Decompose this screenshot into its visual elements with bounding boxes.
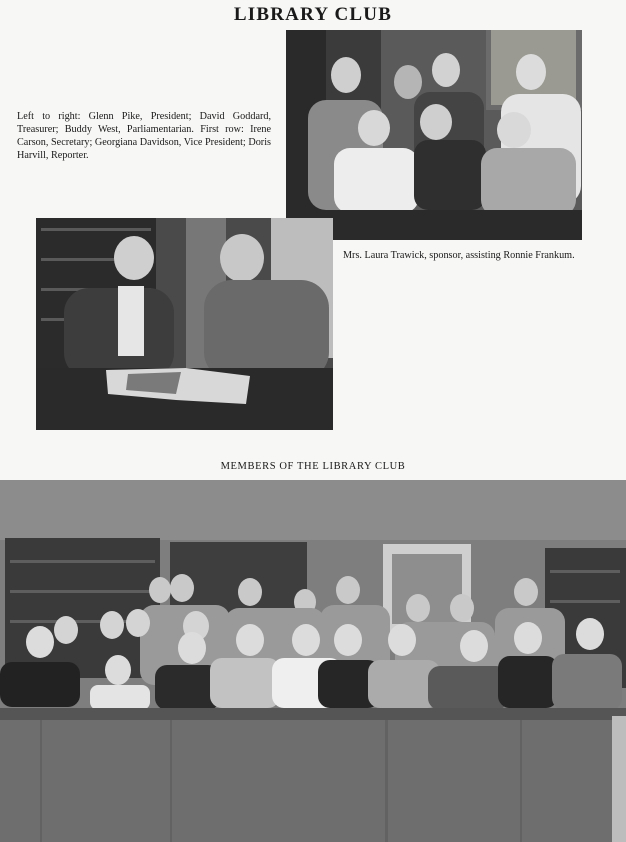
sponsor-photo — [36, 218, 333, 430]
sponsor-caption: Mrs. Laura Trawick, sponsor, assisting Ronnie Frankum. — [343, 250, 575, 261]
members-heading: MEMBERS OF THE LIBRARY CLUB — [220, 461, 406, 472]
officers-caption: Left to right: Glenn Pike, President; David Goddard, Treasurer; Buddy West, Parliamentarian. First row: Irene Carson, Secretary; Georgiana Davidson, Vice President; Doris Harvill, Reporter. — [17, 111, 271, 161]
officers-photo — [286, 30, 582, 240]
page-title: LIBRARY CLUB — [233, 4, 393, 25]
members-photo — [0, 480, 626, 842]
